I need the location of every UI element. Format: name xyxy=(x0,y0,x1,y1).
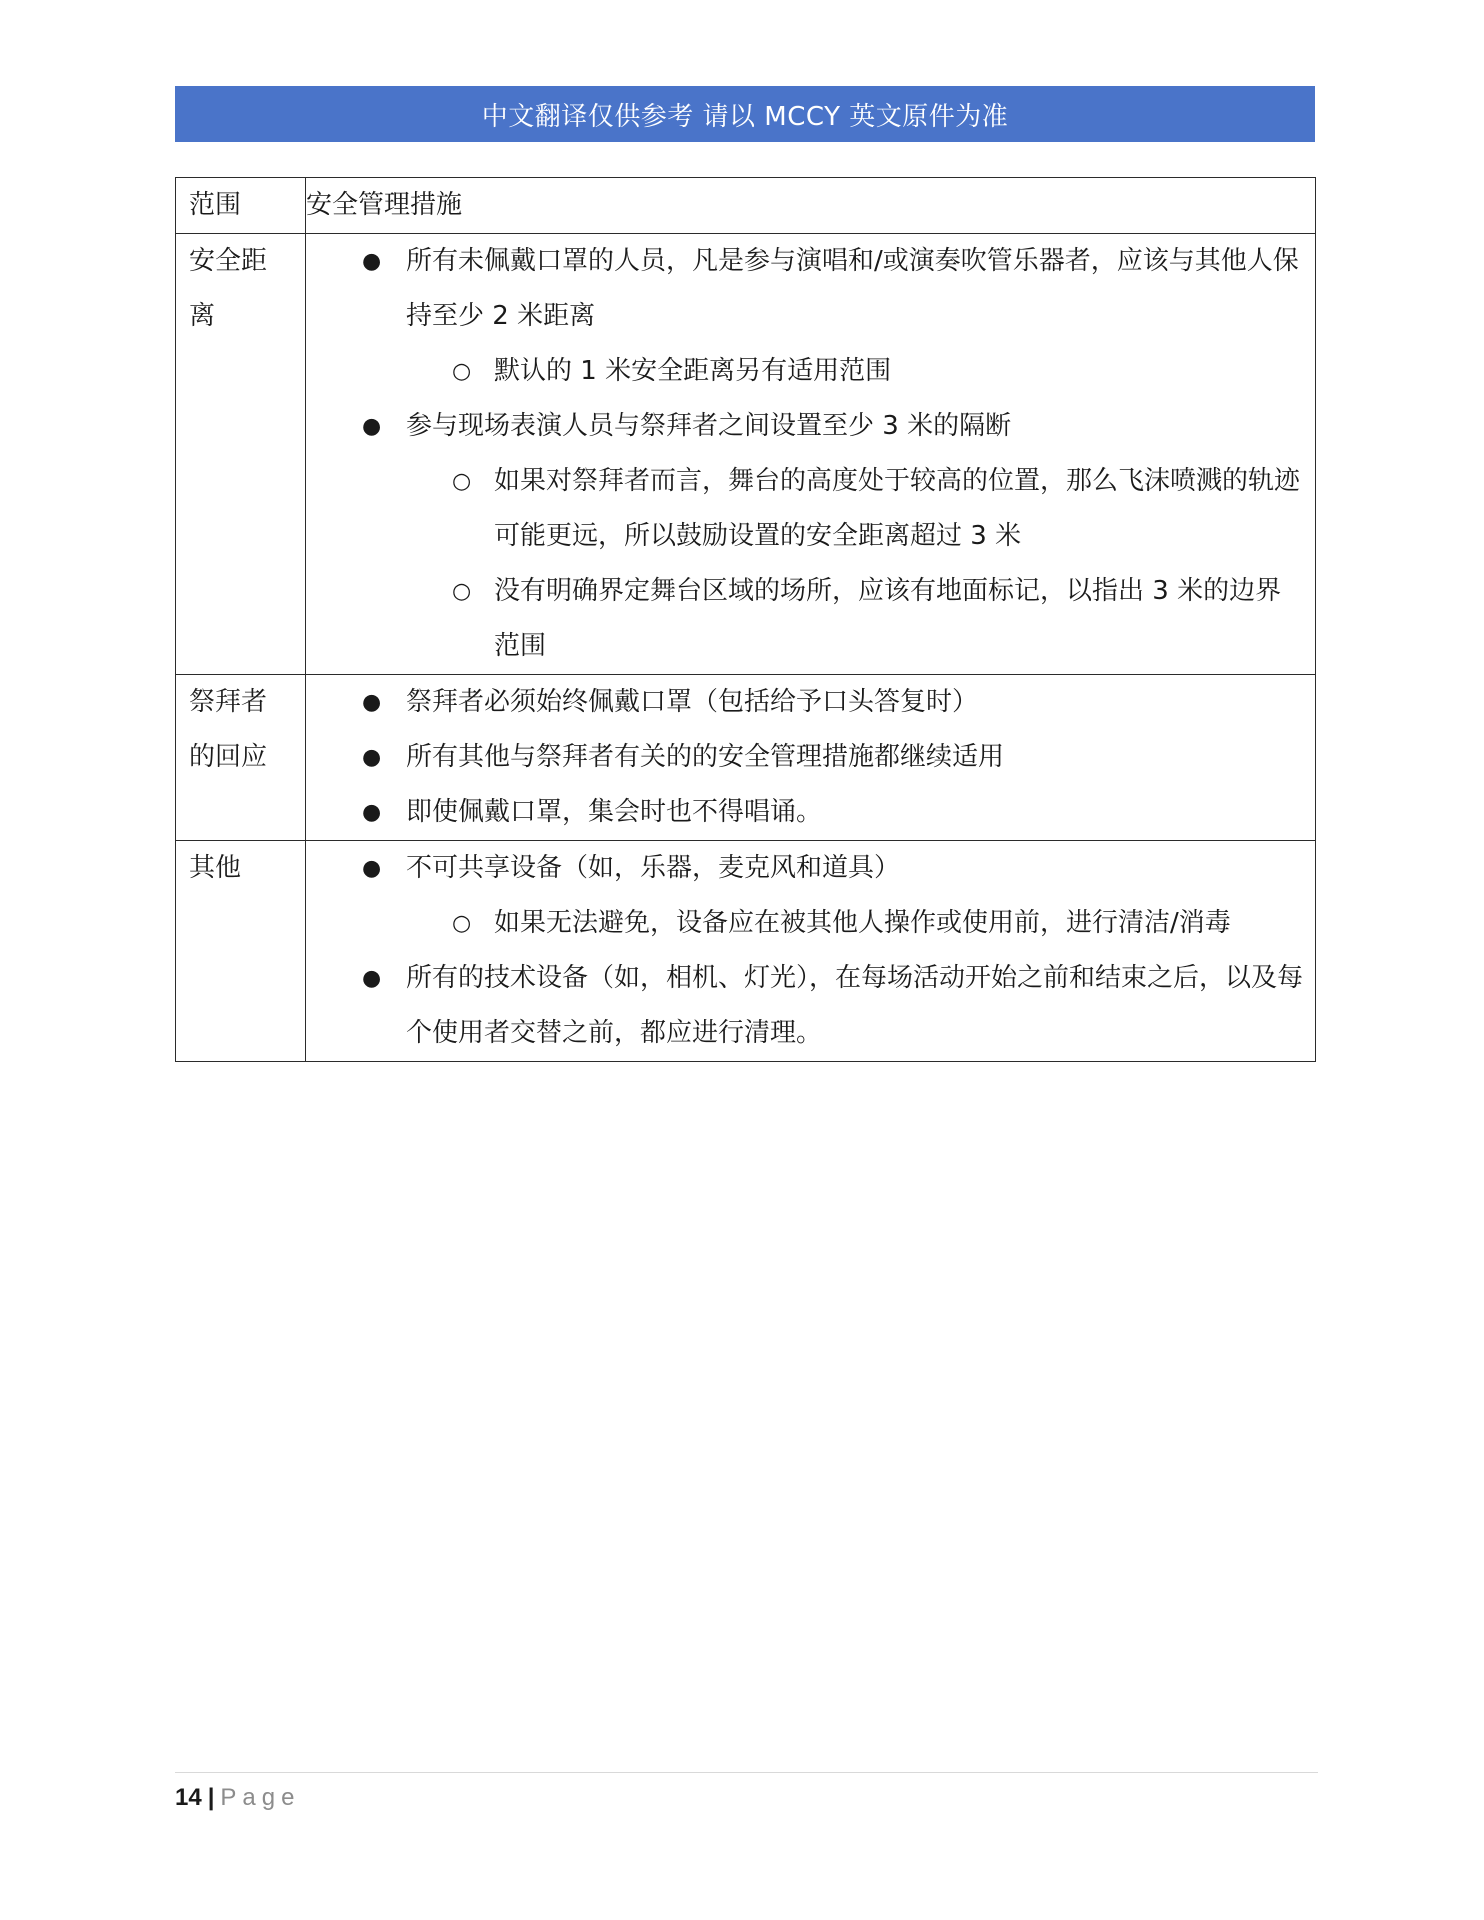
bullet-item xyxy=(306,675,1305,730)
translation-notice-banner xyxy=(175,86,1315,142)
bullet-item xyxy=(306,730,1305,785)
scope-cell xyxy=(176,675,306,841)
item-text: 如果对祭拜者而言，舞台的高度处于较高的位置，那么飞沫喷溅的轨迹可能更远，所以鼓励设置的安全距离超过 3 米 xyxy=(494,466,1301,551)
bullet-dot-icon: ● xyxy=(362,856,382,881)
page-number: 14 xyxy=(175,1784,202,1811)
bullet-dot-icon: ● xyxy=(362,249,382,274)
footer-separator: | xyxy=(207,1784,215,1811)
sub-bullet-item xyxy=(306,454,1305,564)
table-row xyxy=(176,841,1316,1062)
item-text: 参与现场表演人员与祭拜者之间设置至少 3 米的隔断 xyxy=(406,411,1012,441)
sub-bullet-item xyxy=(306,344,1305,399)
translation-notice-text: 中文翻译仅供参考 请以 MCCY 英文原件为准 xyxy=(481,101,1009,132)
item-text: 没有明确界定舞台区域的场所，应该有地面标记，以指出 3 米的边界范围 xyxy=(494,576,1282,661)
sub-bullet-item xyxy=(306,564,1305,674)
scope-label: 其他 xyxy=(189,853,242,883)
bullet-item xyxy=(306,234,1305,344)
bullet-dot-icon: ● xyxy=(362,800,382,825)
measures-cell xyxy=(306,234,1316,675)
scope-cell xyxy=(176,841,306,1062)
item-text: 所有其他与祭拜者有关的的安全管理措施都继续适用 xyxy=(406,742,1005,772)
table-row xyxy=(176,234,1316,675)
item-text: 如果无法避免，设备应在被其他人操作或使用前，进行清洁/消毒 xyxy=(494,908,1231,938)
item-text: 祭拜者必须始终佩戴口罩（包括给予口头答复时） xyxy=(406,687,979,717)
item-text: 不可共享设备（如，乐器，麦克风和道具） xyxy=(406,853,901,883)
bullet-item xyxy=(306,841,1305,896)
scope-label: 祭拜者的回应 xyxy=(189,687,268,772)
page-word: Page xyxy=(220,1784,301,1811)
measures-cell xyxy=(306,675,1316,841)
bullet-dot-icon: ● xyxy=(362,966,382,991)
bullet-item xyxy=(306,951,1305,1061)
bullet-circle-icon: ○ xyxy=(452,911,472,936)
item-text: 所有的技术设备（如，相机、灯光），在每场活动开始之前和结束之后，以及每个使用者交替之前，都应进行清理。 xyxy=(406,963,1304,1048)
item-text: 即使佩戴口罩，集会时也不得唱诵。 xyxy=(406,797,823,827)
measures-cell xyxy=(306,841,1316,1062)
item-text: 所有未佩戴口罩的人员，凡是参与演唱和/或演奏吹管乐器者，应该与其他人保持至少 2 米距离 xyxy=(406,246,1299,331)
table-row xyxy=(176,675,1316,841)
bullet-circle-icon: ○ xyxy=(452,359,472,384)
scope-column-header: 范围 xyxy=(176,178,306,234)
bullet-dot-icon: ● xyxy=(362,745,382,770)
page-footer xyxy=(175,1778,300,1818)
bullet-dot-icon: ● xyxy=(362,414,382,439)
bullet-item xyxy=(306,399,1305,454)
item-text: 默认的 1 米安全距离另有适用范围 xyxy=(494,356,892,386)
bullet-circle-icon: ○ xyxy=(452,469,472,494)
scope-cell xyxy=(176,234,306,675)
bullet-item xyxy=(306,785,1305,840)
bullet-dot-icon: ● xyxy=(362,690,382,715)
scope-label: 安全距离 xyxy=(189,246,268,331)
bullet-circle-icon: ○ xyxy=(452,579,472,604)
sub-bullet-item xyxy=(306,896,1305,951)
table-header-row xyxy=(176,178,1316,234)
footer-divider xyxy=(175,1772,1318,1773)
safety-measures-table xyxy=(175,177,1316,1062)
measures-column-header: 安全管理措施 xyxy=(306,178,1316,234)
